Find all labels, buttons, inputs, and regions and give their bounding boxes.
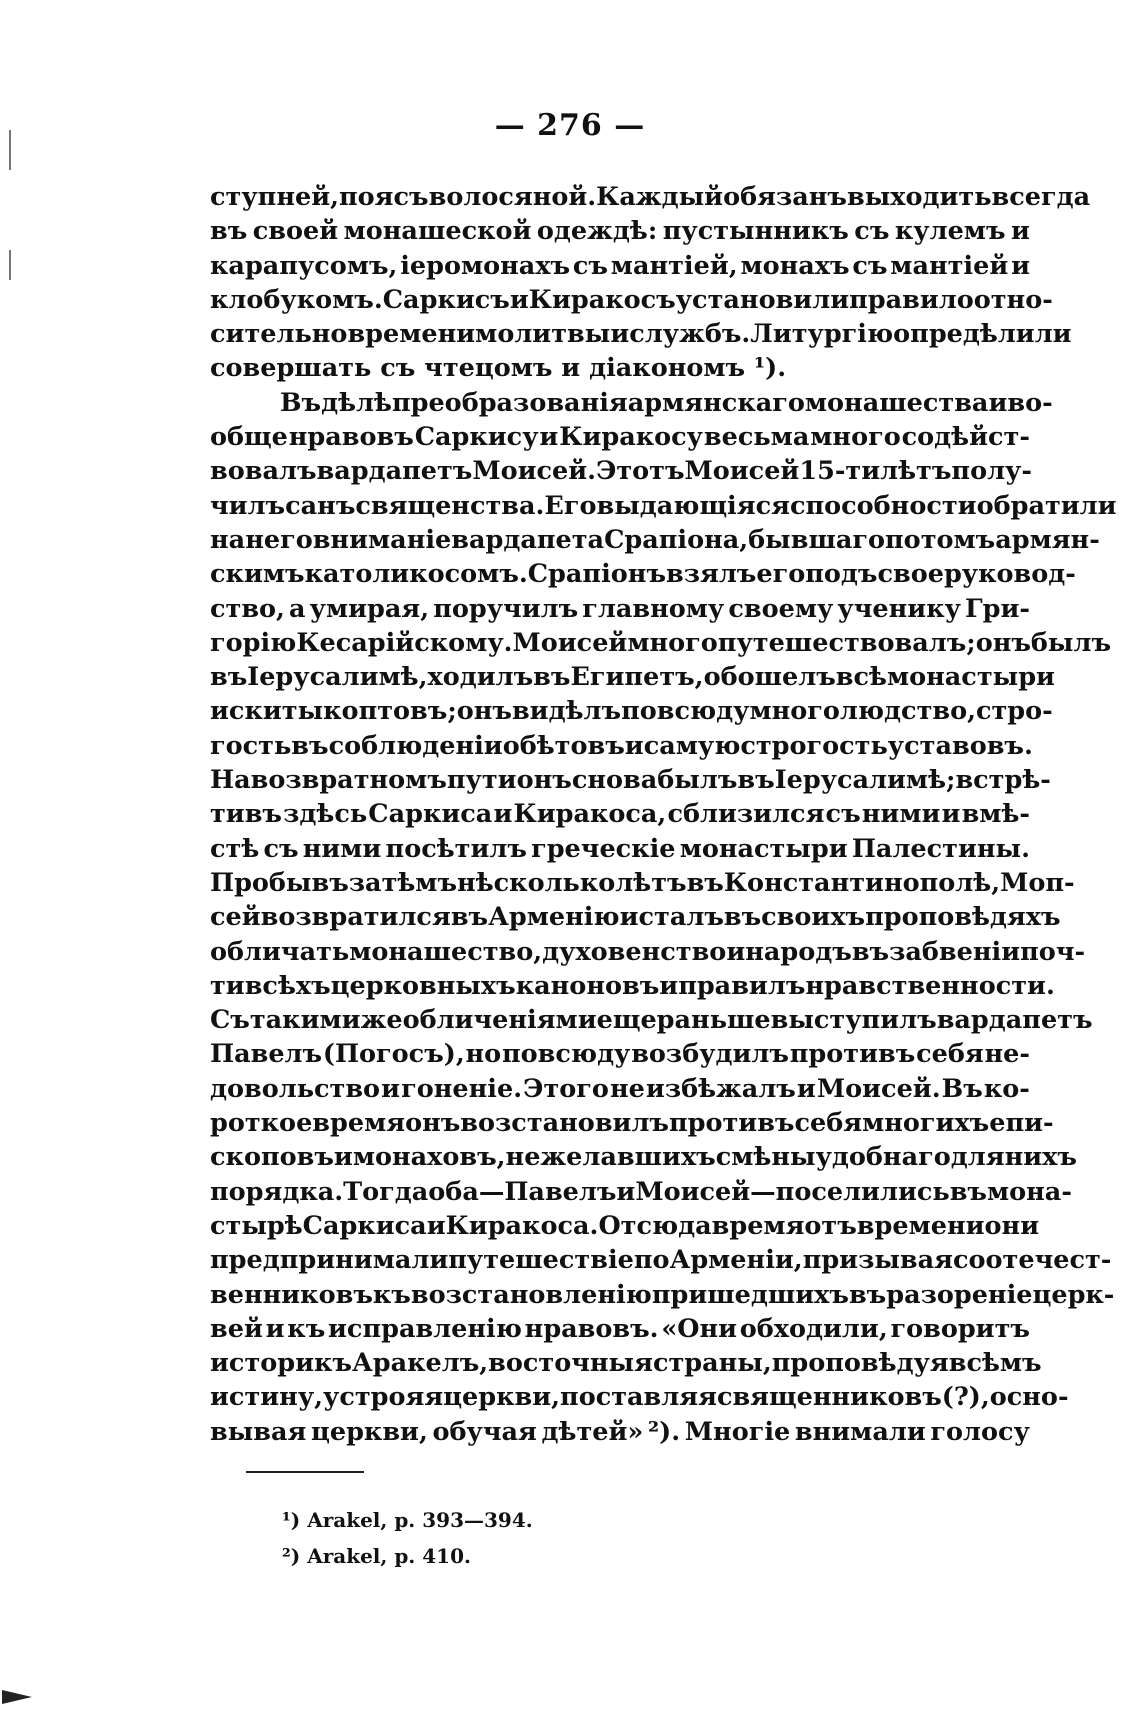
text-line: и скиты коптовъ; онъ видѣлъ повсюду многолюдство, стро- [210, 696, 1053, 727]
body-text [210, 180, 1117, 1449]
text-line: вей и къ исправленію нравовъ. «Они обходили, говоритъ [210, 1313, 1030, 1344]
text-line: Съ такими же обличеніями еще раньше выступилъ вардапетъ [210, 1005, 1093, 1036]
text-line: обще нравовъ Саркису и Киракосу весьма много содѣйст- [210, 422, 1030, 453]
page-number: — 276 — [494, 108, 646, 143]
text-line: роткое время онъ возстановилъ противъ себя многихъ епи- [210, 1108, 1054, 1139]
text-line: Павелъ (Погосъ), но повсюду возбудилъ противъ себя не- [210, 1039, 1030, 1070]
footnotes [282, 1502, 533, 1574]
text-line: порядка. Тогда оба—Павелъ и Моисей—поселились въ мона- [210, 1176, 1072, 1207]
footnote-divider [246, 1471, 364, 1473]
text-line: ступней, поясъ волосяной. Каждый обязанъ выходить всегда [210, 182, 1091, 212]
text-line: скоповъ и монаховъ, нежелавшихъ смѣны удобнаго для нихъ [210, 1142, 1077, 1173]
text-line: скимъ католикосомъ. Срапіонъ взялъ его подъ свое руковод- [210, 559, 1076, 590]
text-line: на него вниманіе вардапета Срапіона, бывшаго потомъ армян- [210, 524, 1100, 555]
text-line: въ Іерусалимѣ, ходилъ въ Египетъ, обошелъ всѣ монастыри [210, 662, 1055, 693]
text-line: ти всѣхъ церковныхъ каноновъ и правилъ нравственности. [210, 970, 1055, 1001]
text-line: Въ дѣлѣ преобразованія армянскаго монашества и во- [280, 387, 1053, 418]
text-line: стырѣ Саркиса и Киракоса. Отсюда время отъ времени они [210, 1210, 1040, 1241]
text-line: венниковъ къ возстановленію пришедшихъ въ разореніе церк- [210, 1279, 1115, 1310]
footnote-mark: ²) [282, 1544, 301, 1568]
text-line: Пробывъ затѣмъ нѣсколько лѣтъ въ Константинополѣ, Моп- [210, 867, 1075, 898]
text-line: въ своей монашеской одеждѣ: пустынникъ съ кулемъ и [210, 216, 1030, 247]
text-line: сей возвратился въ Арменію и сталъ въ своихъ проповѣдяхъ [210, 902, 1061, 933]
text-line: довольство и гоненіе. Этого не избѣжалъ и Моисей. Въ ко- [210, 1073, 1030, 1104]
text-line: вовалъ вардапетъ Моисей. Этотъ Моисей 15-ти лѣтъ полу- [210, 456, 1032, 487]
arrow-marker-icon [2, 1690, 32, 1704]
footnote-text: Arakel, p. 393—394. [307, 1508, 533, 1532]
text-line: историкъ Аракелъ, восточныя страны, проповѣдуя всѣмъ [210, 1348, 1042, 1379]
text-line: гость въ соблюденіи обѣтовъ и самую строгость уставовъ. [210, 730, 1033, 761]
text-line: тивъ здѣсь Саркиса и Киракоса, сблизился съ ними и вмѣ- [210, 799, 1030, 830]
footnote [282, 1538, 533, 1574]
text-line: На возвратномъ пути онъ снова былъ въ Іерусалимѣ; встрѣ- [210, 765, 1051, 796]
text-line: карапусомъ, іеромонахъ съ мантіей, монахъ съ мантіей и [210, 250, 1030, 281]
footnote-mark: ¹) [282, 1508, 301, 1532]
text-line: клобукомъ. Саркисъ и Киракосъ установили правило отно- [210, 284, 1053, 315]
text-line: совершать съ чтецомъ и діакономъ ¹). [210, 353, 787, 384]
text-line: истину, устрояя церкви, поставляя священниковъ (?), осно- [210, 1382, 1069, 1413]
footnote [282, 1502, 533, 1538]
text-line: вывая церкви, обучая дѣтей» ²). Многіе внимали голосу [210, 1416, 1030, 1447]
footnote-text: Arakel, p. 410. [307, 1544, 471, 1568]
scan-edge-mark [9, 250, 11, 280]
text-line: ство, а умирая, поручилъ главному своему ученику Гри- [210, 593, 1030, 624]
text-line: предпринимали путешествіе по Арменіи, призывая соотечест- [210, 1245, 1112, 1276]
text-line: сительно времени молитвы и службъ. Литургію опредѣлили [210, 319, 1072, 350]
text-line: чилъ санъ священства. Его выдающіяся способности обратили [210, 490, 1117, 521]
text-line: обличать монашество, духовенство и народъ въ забвеніи поч- [210, 936, 1086, 967]
text-line: стѣ съ ними посѣтилъ греческіе монастыри Палестины. [210, 833, 1030, 864]
text-line: горію Кесарійскому. Моисей много путешествовалъ; онъ былъ [210, 627, 1112, 658]
